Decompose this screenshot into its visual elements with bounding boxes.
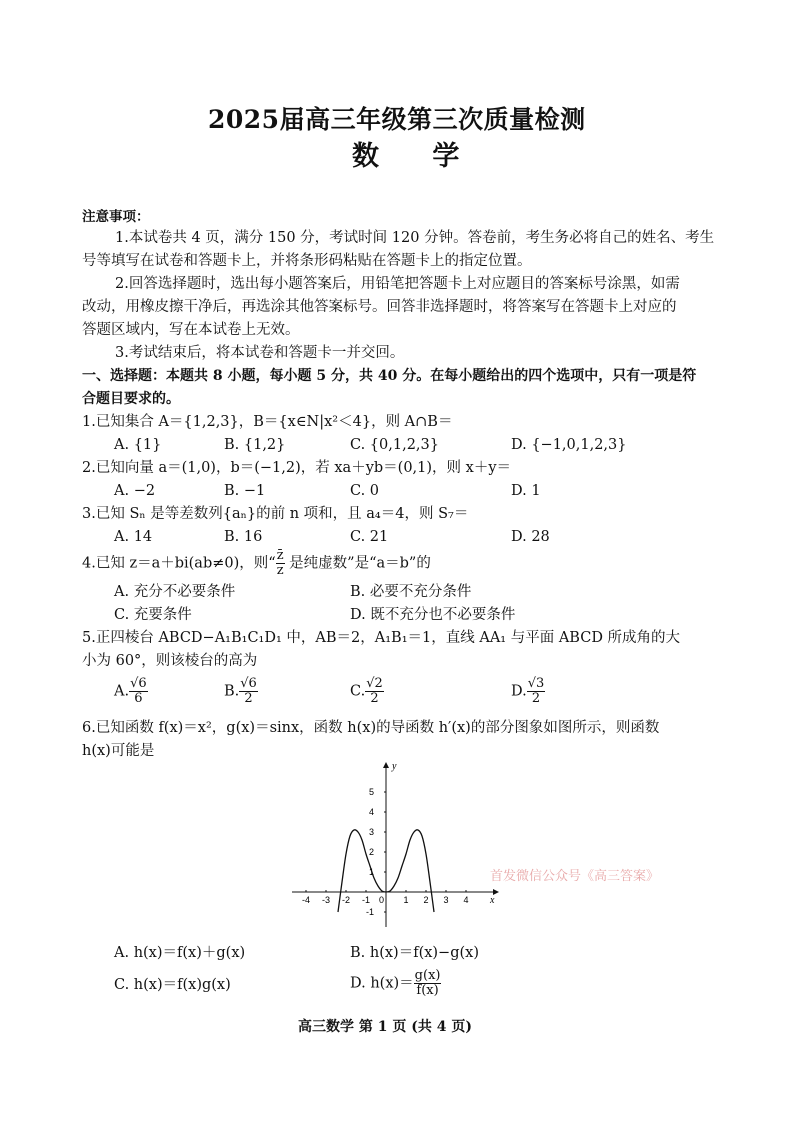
q1-option-c: C. {0,1,2,3} — [350, 437, 439, 453]
q3-option-c: C. 21 — [350, 529, 389, 545]
q5-option-a — [114, 677, 148, 706]
q5-d-label: D. — [511, 683, 527, 700]
q5-d-num: √3 — [527, 676, 545, 691]
q1-stem: 1.已知集合 A＝{1,2,3}，B＝{x∈N|x²＜4}，则 A∩B＝ — [82, 414, 453, 430]
q6-option-c: C. h(x)＝f(x)g(x) — [114, 977, 231, 993]
q5-c-den: 2 — [370, 691, 379, 706]
y-tick-label: 2 — [368, 847, 374, 857]
q4-stem-pre: 4.已知 z＝a＋bi(ab≠0)，则“ — [82, 555, 276, 572]
q1-option-a: A. {1} — [114, 437, 162, 453]
q2-option-d: D. 1 — [511, 483, 541, 499]
notice-p1-line1: 1.本试卷共 4 页，满分 150 分，考试时间 120 分钟。答卷前，考生务必将自己的姓名、考生 — [115, 230, 715, 246]
q5-b-label: B. — [224, 683, 240, 700]
q1-option-b: B. {1,2} — [224, 437, 286, 453]
q5-c-label: C. — [350, 683, 366, 700]
q5-option-d — [511, 677, 545, 706]
x-tick-label: -1 — [361, 895, 371, 905]
x-tick-label: 3 — [443, 895, 449, 905]
derivative-graph — [280, 755, 510, 930]
q5-option-c — [350, 677, 384, 706]
q5-b-den: 2 — [244, 691, 253, 706]
q5-option-b — [224, 677, 258, 706]
y-tick-label: -1 — [365, 907, 374, 917]
q6-d-den: f(x) — [416, 983, 439, 998]
q6-line1: 6.已知函数 f(x)＝x²，g(x)＝sinx，函数 h(x)的导函数 h′(x)的部分图象如图所示，则函数 — [82, 720, 660, 736]
y-tick-label: 1 — [368, 867, 374, 877]
y-tick-label: 4 — [368, 807, 374, 817]
notice-p1-line2: 号等填写在试卷和答题卡上，并将条形码粘贴在答题卡上的指定位置。 — [82, 253, 532, 269]
q5-a-frac — [129, 677, 148, 706]
x-tick-label: 2 — [423, 895, 429, 905]
page-footer: 高三数学 第 1 页 (共 4 页) — [298, 1019, 472, 1035]
q4-option-c: C. 充要条件 — [114, 607, 192, 623]
y-axis-label: y — [392, 761, 397, 772]
q4-frac-den: z — [276, 563, 284, 578]
q6-d-num: g(x) — [414, 968, 441, 983]
origin-label: 0 — [379, 895, 385, 905]
q5-a-label: A. — [114, 683, 130, 700]
q5-d-den: 2 — [531, 691, 541, 706]
q4-fraction — [276, 549, 285, 578]
q4-stem — [82, 549, 431, 578]
q5-c-num: √2 — [366, 676, 383, 691]
watermark: 首发微信公众号《高三答案》 — [490, 869, 660, 884]
y-tick-label: 3 — [368, 827, 374, 837]
q5-a-den: 6 — [134, 691, 143, 706]
q6-option-b: B. h(x)＝f(x)−g(x) — [350, 945, 479, 961]
q2-option-c: C. 0 — [350, 483, 380, 499]
x-tick-label: -3 — [321, 895, 331, 905]
q3-option-d: D. 28 — [511, 529, 550, 545]
q6-d-pre: D. h(x)＝ — [350, 975, 414, 992]
x-tick-label: -2 — [341, 895, 351, 905]
q5-d-frac — [527, 677, 546, 706]
q4-option-b: B. 必要不充分条件 — [350, 584, 472, 600]
notice-p2-line1: 2.回答选择题时，选出每小题答案后，用铅笔把答题卡上对应题目的答案标号涂黑，如需 — [115, 276, 680, 292]
x-tick-label: 1 — [403, 895, 409, 905]
q5-a-num: √6 — [130, 676, 147, 691]
y-tick-label: 5 — [368, 787, 374, 797]
q6-option-d — [350, 969, 441, 998]
q4-frac-num: z̄ — [276, 548, 284, 563]
q6-line2: h(x)可能是 — [82, 743, 155, 759]
q5-c-frac — [365, 677, 384, 706]
x-tick-label: 4 — [463, 895, 469, 905]
subject-title: 数 学 — [352, 141, 482, 172]
notice-p3-line1: 3.考试结束后，将本试卷和答题卡一并交回。 — [115, 345, 405, 361]
q3-option-a: A. 14 — [114, 529, 153, 545]
q5-b-frac — [239, 677, 258, 706]
q4-option-d: D. 既不充分也不必要条件 — [350, 607, 516, 623]
q1-option-d: D. {−1,0,1,2,3} — [511, 437, 627, 453]
q6-d-frac — [414, 969, 442, 998]
q6-option-a: A. h(x)＝f(x)＋g(x) — [114, 945, 246, 961]
q3-option-b: B. 16 — [224, 529, 263, 545]
q3-stem: 3.已知 Sₙ 是等差数列{aₙ}的前 n 项和，且 a₄＝4，则 S₇＝ — [82, 506, 469, 522]
x-tick-label: -4 — [301, 895, 311, 905]
notice-heading: 注意事项： — [82, 209, 150, 225]
notice-p2-line3: 答题区域内，写在本试卷上无效。 — [82, 322, 300, 338]
exam-title: 2025届高三年级第三次质量检测 — [208, 105, 586, 134]
notice-p2-line2: 改动，用橡皮擦干净后，再选涂其他答案标号。回答非选择题时，将答案写在答题卡上对应的 — [82, 299, 677, 315]
section1-line2: 合题目要求的。 — [82, 391, 180, 407]
x-axis-label: x — [490, 895, 495, 906]
q4-stem-post: 是纯虚数”是“a＝b”的 — [284, 555, 431, 572]
q5-line2: 小为 60°，则该棱台的高为 — [82, 653, 258, 669]
q2-stem: 2.已知向量 a＝(1,0)，b＝(−1,2)，若 xa＋yb＝(0,1)，则 x＋y＝ — [82, 460, 512, 476]
section1-line1: 一、选择题：本题共 8 小题，每小题 5 分，共 40 分。在每小题给出的四个选项中，只有一项是符 — [82, 368, 697, 384]
q4-option-a: A. 充分不必要条件 — [114, 584, 236, 600]
q5-line1: 5.正四棱台 ABCD−A₁B₁C₁D₁ 中，AB＝2，A₁B₁＝1，直线 AA₁ 与平面 ABCD 所成角的大 — [82, 630, 681, 646]
q2-option-a: A. −2 — [114, 483, 156, 499]
q2-option-b: B. −1 — [224, 483, 266, 499]
q5-b-num: √6 — [240, 676, 257, 691]
